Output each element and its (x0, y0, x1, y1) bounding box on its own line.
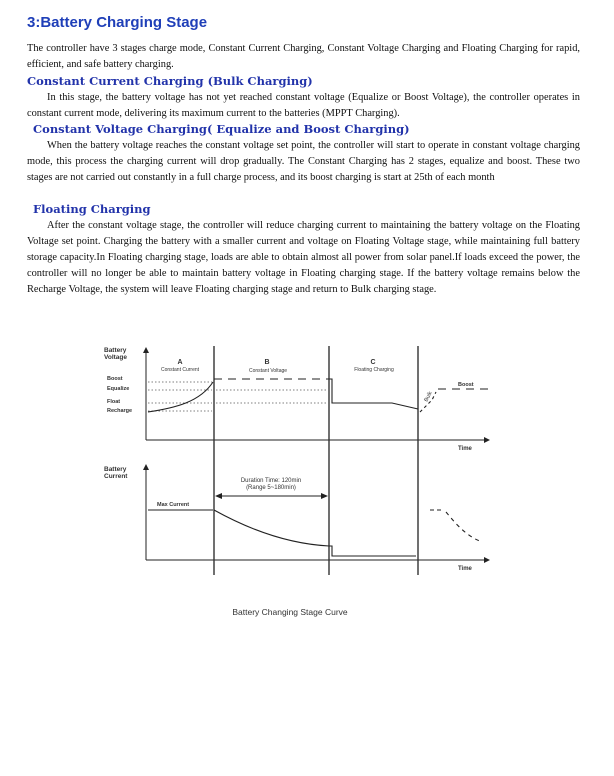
top-axis-label-line1: Battery (104, 347, 127, 354)
section-heading: 3:Battery Charging Stage (27, 14, 208, 31)
time-label-top: Time (458, 446, 472, 452)
level-recharge: Recharge (107, 408, 133, 414)
duration-label: Duration Time: 120min (240, 478, 302, 484)
float-paragraph: After the constant voltage stage, the controller will reduce charging current to maintaining the battery voltage on the Floating Voltage set point. Charging the battery with a smaller current and voltage on Floating Voltage stage, while maintaining full battery storage capacity.In Floating charging stage, loads are able to obtain almost all power from solar panel.If loads exceed the power, the controller will no longer be able to maintain battery voltage in Floating charging stage. If the battery voltage remains below the Recharge Voltage, the system will leave Floating charging stage and return to Bulk charging stage. (27, 220, 580, 295)
intro-paragraph: The controller have 3 stages charge mode, Constant Current Charging, Constant Voltage Charging and Floating Charging for rapid, efficient, and safe battery charging. (27, 43, 580, 70)
cc-paragraph: In this stage, the battery voltage has not yet reached constant voltage (Equalize or Boost Voltage), the controller operates in constant current mode, delivering its maximum current to the batteries (MPPT Charging). (27, 92, 580, 119)
float-subheading: Floating Charging (33, 202, 151, 216)
level-equalize: Equalize (107, 386, 130, 392)
bottom-axis-label-line1: Battery (104, 466, 127, 473)
bottom-x-arrow (484, 557, 490, 563)
bottom-axis-label-line2: Current (104, 473, 128, 480)
stage-a-name: Constant Current (160, 367, 200, 373)
duration-arrow-right (321, 493, 328, 499)
bottom-y-arrow (143, 464, 149, 470)
bulk-voltage-curve (148, 382, 213, 412)
bulk-label: Bulk (423, 390, 434, 403)
max-current-label: Max Current (157, 502, 190, 508)
duration-arrow-left (215, 493, 222, 499)
stage-a-letter: A (177, 359, 183, 366)
boost-right-label: Boost (458, 382, 474, 388)
top-axis-label-line2: Voltage (104, 354, 127, 361)
current-restart-curve (446, 512, 482, 542)
cv-paragraph: When the battery voltage reaches the constant voltage set point, the controller will start to operate in constant voltage charging mode, this process the charging current will drop gradually. The Constant Charging has 2 stages, equalize and boost. These two stages are not carried out constantly in a full charge process, and its boost charging is start at 25th of each month (27, 140, 580, 183)
diagram-caption: Battery Changing Stage Curve (232, 607, 348, 617)
cc-subheading: Constant Current Charging (Bulk Charging) (27, 74, 313, 88)
level-float: Float (107, 399, 121, 405)
level-boost: Boost (107, 376, 123, 382)
stage-c-letter: C (370, 359, 376, 366)
float-voltage-curve (327, 379, 418, 409)
float-current-line (329, 546, 416, 556)
stage-c-name: Floating Charging (354, 367, 394, 373)
stage-b-letter: B (264, 359, 270, 366)
time-label-bottom: Time (458, 566, 472, 572)
top-x-arrow (484, 437, 490, 443)
cv-subheading: Constant Voltage Charging( Equalize and Boost Charging) (33, 122, 410, 136)
cv-current-curve (214, 510, 329, 546)
top-y-arrow (143, 347, 149, 353)
duration-range-label: (Range 5~180min) (246, 485, 296, 491)
stage-b-name: Constant Voltage (248, 368, 288, 374)
